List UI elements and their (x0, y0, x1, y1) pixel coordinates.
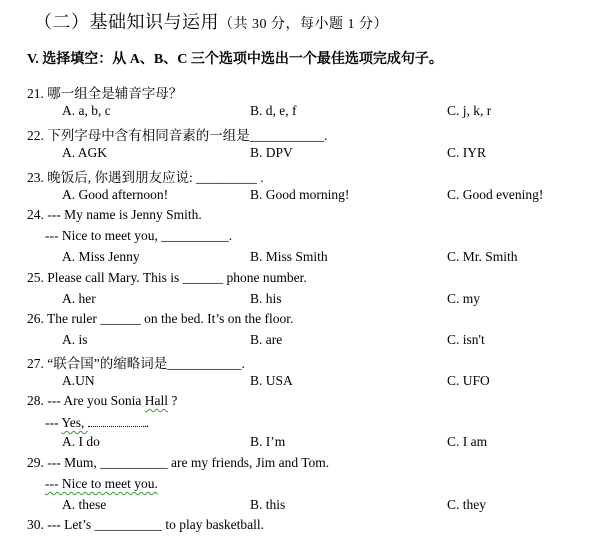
question-29-line-2: --- Nice to meet you. (45, 476, 158, 491)
q23-option-a[interactable]: A. Good afternoon! (62, 187, 169, 202)
question-29: 29. --- Mum, __________ are my friends, Jim and Tom. (27, 455, 330, 470)
q22-option-a[interactable]: A. AGK (62, 145, 108, 160)
q26-option-c[interactable]: C. isn't (447, 332, 485, 347)
question-28-qmark: ? (167, 393, 178, 408)
q21-option-a[interactable]: A. a, b, c (62, 103, 111, 118)
q22-option-c[interactable]: C. IYR (447, 145, 487, 160)
q29-option-a[interactable]: A. these (62, 497, 107, 512)
question-30: 30. --- Let’s __________ to play basketball. (27, 517, 264, 532)
q21-option-b[interactable]: B. d, e, f (250, 103, 297, 118)
question-28-yes: Yes, (61, 415, 88, 430)
q28-option-c[interactable]: C. I am (447, 434, 488, 449)
section-title-text: （二）基础知识与运用 (34, 12, 219, 32)
question-22: 22. 下列字母中含有相同音素的一组是___________. (27, 128, 328, 143)
question-28-line-2 (45, 414, 149, 431)
question-28-name: Hall (144, 393, 168, 408)
question-26: 26. The ruler ______ on the bed. It’s on the floor. (27, 311, 294, 326)
question-28-dash: --- (45, 415, 62, 430)
q21-option-c[interactable]: C. j, k, r (447, 103, 492, 118)
question-28-blank[interactable] (88, 414, 146, 427)
question-28-period: . (145, 415, 150, 430)
question-27: 27. “联合国”的缩略词是___________. (27, 356, 245, 371)
question-23: 23. 晚饭后, 你遇到朋友应说: _________ . (27, 170, 264, 185)
q28-option-a[interactable]: A. I do (62, 434, 100, 449)
q24-option-a[interactable]: A. Miss Jenny (62, 249, 140, 264)
q26-option-b[interactable]: B. are (250, 332, 283, 347)
q22-option-b[interactable]: B. DPV (250, 145, 293, 160)
q27-option-c[interactable]: C. UFO (447, 373, 490, 388)
q25-option-b[interactable]: B. his (250, 291, 282, 306)
q25-option-a[interactable]: A. her (62, 291, 96, 306)
question-24-line-2: --- Nice to meet you, __________. (45, 228, 233, 243)
q27-option-a[interactable]: A.UN (62, 373, 95, 388)
question-21: 21. 哪一组全是辅音字母？ (27, 86, 183, 101)
q25-option-c[interactable]: C. my (447, 291, 481, 306)
section-subtitle: （共 30 分，每小题 1 分） (219, 17, 388, 32)
q24-option-c[interactable]: C. Mr. Smith (447, 249, 518, 264)
q24-option-b[interactable]: B. Miss Smith (250, 249, 328, 264)
q26-option-a[interactable]: A. is (62, 332, 88, 347)
question-28 (27, 393, 177, 409)
section-title (34, 8, 388, 34)
question-28-prompt: 28. --- Are you Sonia (27, 393, 145, 408)
q29-option-b[interactable]: B. this (250, 497, 286, 512)
q28-option-b[interactable]: B. I’m (250, 434, 286, 449)
q29-option-c[interactable]: C. they (447, 497, 486, 512)
part-instruction: V. 选择填空：从 A、B、C 三个选项中选出一个最佳选项完成句子。 (27, 52, 443, 67)
q23-option-b[interactable]: B. Good morning! (250, 187, 350, 202)
question-25: 25. Please call Mary. This is ______ phone number. (27, 270, 307, 285)
q23-option-c[interactable]: C. Good evening! (447, 187, 544, 202)
q27-option-b[interactable]: B. USA (250, 373, 293, 388)
question-24: 24. --- My name is Jenny Smith. (27, 207, 202, 222)
